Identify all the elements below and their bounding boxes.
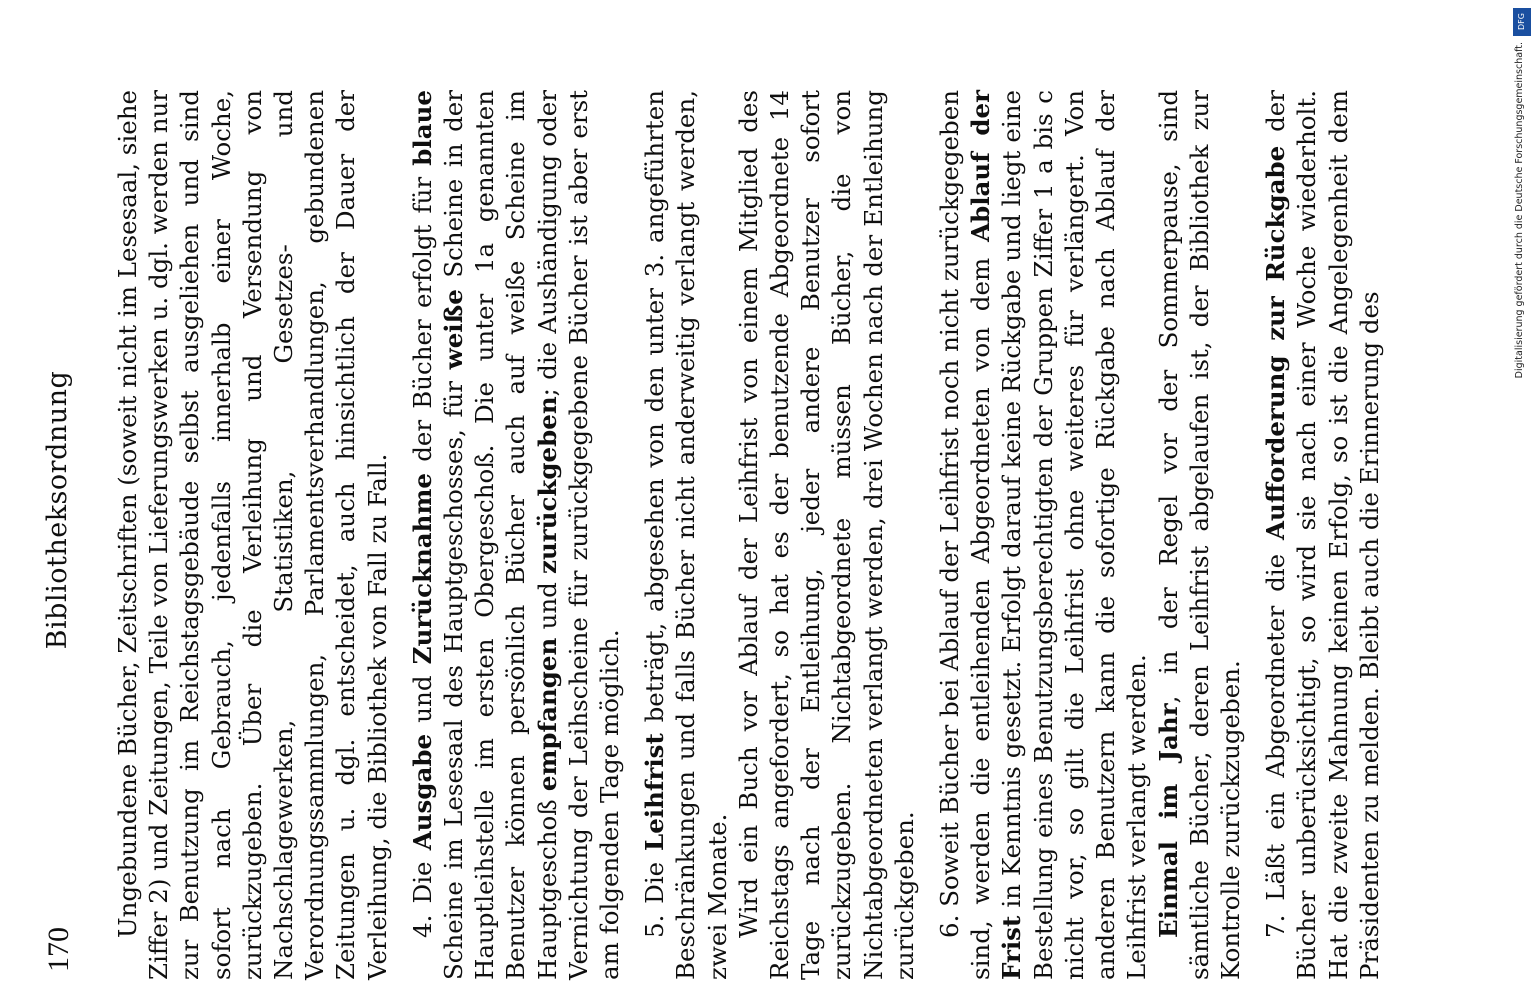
rotated-book-page [20,20,1384,980]
text-run: der Bücher unberücksichtigt, so wird sie nach einer Woche wiederholt. Hat die zweite Mahnung keinen Erfolg, so ist die Angelegenheit dem Präsidenten zu melden. Bleibt auch die Erinnerung des [1261,89,1384,980]
emphasized-term: zurückgeben [532,396,562,574]
text-run: , in der Regel vor der Sommerpause, sind sämtliche Bücher, deren Leihfrist abgelaufen ist, der Bibliothek zur Kontrolle zurückzugeben. [1153,90,1245,980]
text-run: beträgt, abgesehen von den unter 3. angeführten Beschränkungen und falls Bücher nicht anderweitig verlangt werden, zwei Monate. [640,90,732,980]
paragraph [112,90,393,980]
emphasized-term: Leihfrist [640,733,670,852]
paragraph [1153,90,1247,980]
emphasized-term: weiße [439,289,469,370]
emphasized-term: Zurücknahme [407,472,437,665]
text-run: 4. Die [407,850,437,938]
emphasized-term: Aufforderung zur Rückgabe [1261,145,1291,540]
text-run: Scheine im Lesesaal des Hauptgeschosses, für [439,369,469,980]
page-header [20,20,100,980]
emphasized-term: empfangen [532,637,562,792]
text-run: Ungebundene Bücher, Zeitschriften (soweit nicht im Lesesaal, siehe Ziffer 2) und Zeitungen, Teile von Lieferungswerken u. dgl. werden nur zur Benutzung im Reichstagsgebäude selbst ausgeliehen und sind sofort nach Gebrauch, jedenfalls innerhalb einer Woche, zurückzugeben. Über die Verleihung und Versendung von Nachschlagewerken, Statistiken, Gesetzes- und Verordnungssammlungen, Parlamentsverhandlungen, gebundenen Zeitungen u. dgl. entscheidet, auch hinsichtlich der Dauer der Verleihung, die Bibliothek von Fall zu Fall. [113,90,392,980]
dfg-credit-strip [1510,4,1536,564]
dfg-credit-text: Digitalisierung gefördert durch die Deutsche Forschungsgemeinschaft. [1514,42,1525,379]
emphasized-term: Ablauf der Frist [966,90,1027,980]
text-run: ; die Aushändigung oder Vernichtung der Leihscheine für zurückgegebene Bücher ist aber erst am folgenden Tage möglich. [532,90,625,980]
paragraph [733,90,920,980]
text-run: der Bücher erfolgt für [407,165,437,473]
text-run: und [407,664,437,734]
text-run: in Kenntnis gesetzt. Erfolgt darauf keine Rückgabe und liegt eine Bestellung eines Benutzungsberechtigten der Gruppen Ziffer 1 a bis c nicht vor, so gilt die Leihfrist ohne weiteres für verlängert. Von anderen Benutzern kann die sofortige Rückgabe nach Ablauf der Leihfrist verlangt werden. [997,90,1152,980]
paragraph [934,90,1152,980]
paragraph [1260,90,1385,980]
text-run: Scheine in der Hauptleihstelle im ersten Obergeschoß. Die unter 1a genannten Benutzer können persönlich Bücher auch auf weiße Scheine im Hauptgeschoß [439,90,562,980]
text-run: Wird ein Buch vor Ablauf der Leihfrist von einem Mitglied des Reichstags angefordert, so hat es der benutzende Abgeordnete 14 Tage nach der Entleihung, jeder andere Benutzer sofort zurückzugeben. Nichtabgeordnete müssen Bücher, die von Nichtabgeordneten verlangt werden, drei Wochen nach der Entleihung zurückgeben. [733,90,919,980]
paragraph [407,90,625,980]
text-run: und [532,573,562,638]
emphasized-term: Einmal im Jahr [1153,703,1183,938]
running-head: Bibliotheksordnung [42,370,73,650]
text-run: 7. Läßt ein Abgeordneter die [1261,539,1291,938]
emphasized-term: blaue [407,90,437,166]
text-run: 6. Soweit Bücher bei Ablauf der Leihfrist noch nicht zurückgegeben sind, werden die entleihenden Abgeordneten von dem [935,90,996,980]
dfg-logo-icon: DFG [1513,8,1531,36]
paragraph [639,90,733,980]
text-run: 5. Die [640,851,670,938]
page-number: 170 [42,927,75,972]
emphasized-term: Ausgabe [407,733,437,851]
body-text [112,90,1385,980]
